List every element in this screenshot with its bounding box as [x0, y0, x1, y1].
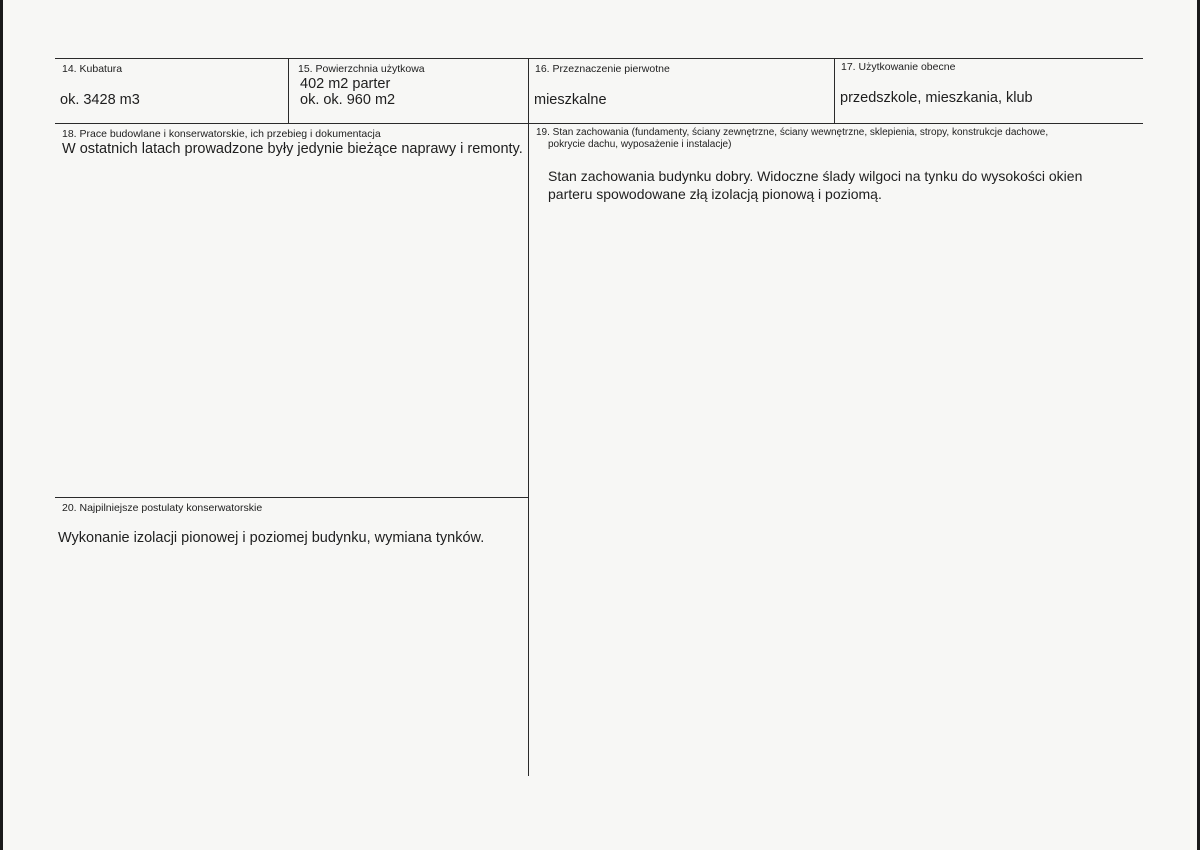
powierzchnia-label: 15. Powierzchnia użytkowa — [298, 63, 425, 75]
form-line-section20-top — [55, 497, 528, 498]
przeznaczenie-label: 16. Przeznaczenie pierwotne — [535, 63, 670, 75]
prace-value: W ostatnich latach prowadzone były jedynie bieżące naprawy i remonty. — [62, 141, 523, 157]
kubatura-value: ok. 3428 m3 — [60, 92, 140, 108]
stan-label-1: 19. Stan zachowania (fundamenty, ściany zewnętrzne, ściany wewnętrzne, sklepienia, stropy, konstrukcje dachowe, — [536, 127, 1049, 138]
form-line-row1-bottom — [55, 123, 1143, 124]
scan-edge-left — [0, 0, 3, 850]
powierzchnia-value-2: ok. ok. 960 m2 — [300, 92, 396, 108]
kubatura-label: 14. Kubatura — [62, 63, 123, 75]
form-line-top — [55, 58, 1143, 59]
powierzchnia-value-1: 402 m2 parter — [300, 76, 391, 92]
stan-label-2: pokrycie dachu, wyposażenie i instalacje) — [548, 139, 732, 150]
przeznaczenie-value: mieszkalne — [534, 92, 607, 108]
stan-value-1: Stan zachowania budynku dobry. Widoczne ślady wilgoci na tynku do wysokości okien — [548, 168, 1083, 184]
form-line-col-14-15 — [288, 58, 289, 124]
uzytkowanie-label: 17. Użytkowanie obecne — [841, 61, 956, 73]
postulaty-label: 20. Najpilniejsze postulaty konserwatorskie — [62, 502, 263, 514]
form-line-col-16-17 — [834, 58, 835, 124]
prace-label: 18. Prace budowlane i konserwatorskie, ich przebieg i dokumentacja — [62, 128, 381, 140]
uzytkowanie-value: przedszkole, mieszkania, klub — [840, 90, 1033, 106]
stan-value-2: parteru spowodowane złą izolacją pionową i poziomą. — [548, 186, 882, 202]
form-line-col-15-16 — [528, 58, 529, 776]
postulaty-value: Wykonanie izolacji pionowej i poziomej budynku, wymiana tynków. — [58, 530, 485, 546]
